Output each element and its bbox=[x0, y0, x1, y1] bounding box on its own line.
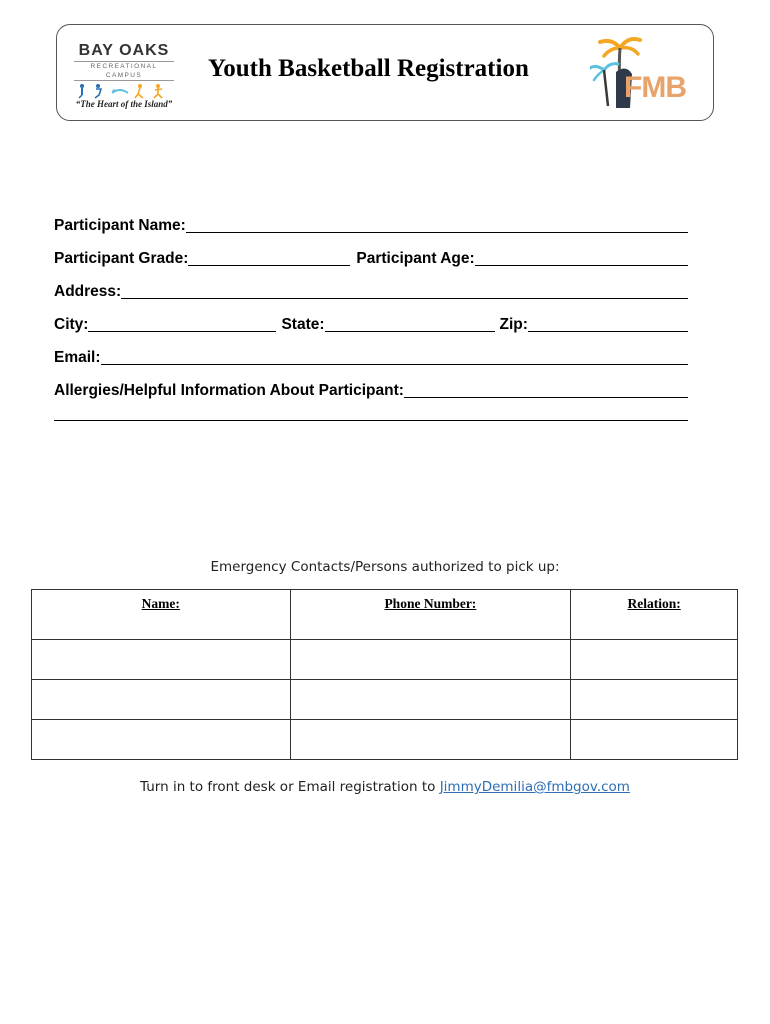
column-header-name: Name: bbox=[32, 590, 291, 640]
contact-name-cell[interactable] bbox=[32, 640, 291, 680]
state-label: State: bbox=[281, 316, 325, 333]
allergies-blank[interactable] bbox=[404, 383, 688, 398]
fmb-logo bbox=[590, 34, 698, 116]
bay-oaks-logo bbox=[68, 42, 180, 112]
zip-blank[interactable] bbox=[528, 317, 688, 332]
allergies-continuation-line[interactable] bbox=[54, 420, 688, 421]
contact-phone-cell[interactable] bbox=[290, 720, 571, 760]
city-state-zip-row bbox=[54, 314, 688, 334]
address-label: Address: bbox=[54, 283, 122, 300]
participant-name-blank[interactable] bbox=[186, 218, 688, 233]
bay-oaks-logo-motto: “The Heart of the Island” bbox=[75, 99, 173, 109]
email-blank[interactable] bbox=[101, 350, 688, 365]
column-header-phone: Phone Number: bbox=[290, 590, 571, 640]
contact-relation-cell[interactable] bbox=[571, 720, 738, 760]
participant-name-label: Participant Name: bbox=[54, 217, 186, 234]
sports-figures-icon bbox=[74, 83, 174, 99]
contact-relation-cell[interactable] bbox=[571, 680, 738, 720]
address-blank[interactable] bbox=[121, 284, 688, 299]
contact-phone-cell[interactable] bbox=[290, 640, 571, 680]
state-blank[interactable] bbox=[325, 317, 495, 332]
allergies-field[interactable] bbox=[54, 380, 688, 400]
email-link[interactable]: JimmyDemilia@fmbgov.com bbox=[439, 779, 630, 795]
participant-age-blank[interactable] bbox=[475, 251, 688, 266]
footer-instructions bbox=[0, 777, 770, 797]
participant-grade-blank[interactable] bbox=[188, 251, 350, 266]
bay-oaks-logo-name: BAY OAKS bbox=[78, 42, 170, 59]
emergency-heading: Emergency Contacts/Persons authorized to pick up: bbox=[210, 559, 560, 575]
footer-text: Turn in to front desk or Email registration to bbox=[140, 779, 440, 795]
grade-age-row bbox=[54, 248, 688, 268]
contact-name-cell[interactable] bbox=[32, 680, 291, 720]
city-label: City: bbox=[54, 316, 89, 333]
zip-label: Zip: bbox=[499, 316, 528, 333]
table-header-row bbox=[32, 590, 738, 640]
email-field[interactable] bbox=[54, 347, 688, 367]
page-title: Youth Basketball Registration bbox=[208, 55, 529, 82]
contact-phone-cell[interactable] bbox=[290, 680, 571, 720]
table-row bbox=[32, 720, 738, 760]
bay-oaks-logo-subtitle: RECREATIONAL CAMPUS bbox=[74, 61, 174, 81]
table-row bbox=[32, 640, 738, 680]
participant-grade-label: Participant Grade: bbox=[54, 250, 189, 267]
city-blank[interactable] bbox=[88, 317, 276, 332]
emergency-contacts-table bbox=[31, 589, 738, 760]
participant-age-label: Participant Age: bbox=[356, 250, 475, 267]
table-row bbox=[32, 680, 738, 720]
contact-name-cell[interactable] bbox=[32, 720, 291, 760]
contact-relation-cell[interactable] bbox=[571, 640, 738, 680]
column-header-relation: Relation: bbox=[571, 590, 738, 640]
address-field[interactable] bbox=[54, 281, 688, 301]
allergies-label: Allergies/Helpful Information About Participant: bbox=[54, 382, 404, 399]
fmb-logo-text: FMB bbox=[624, 71, 686, 104]
participant-name-field[interactable] bbox=[54, 215, 688, 235]
email-label: Email: bbox=[54, 349, 101, 366]
